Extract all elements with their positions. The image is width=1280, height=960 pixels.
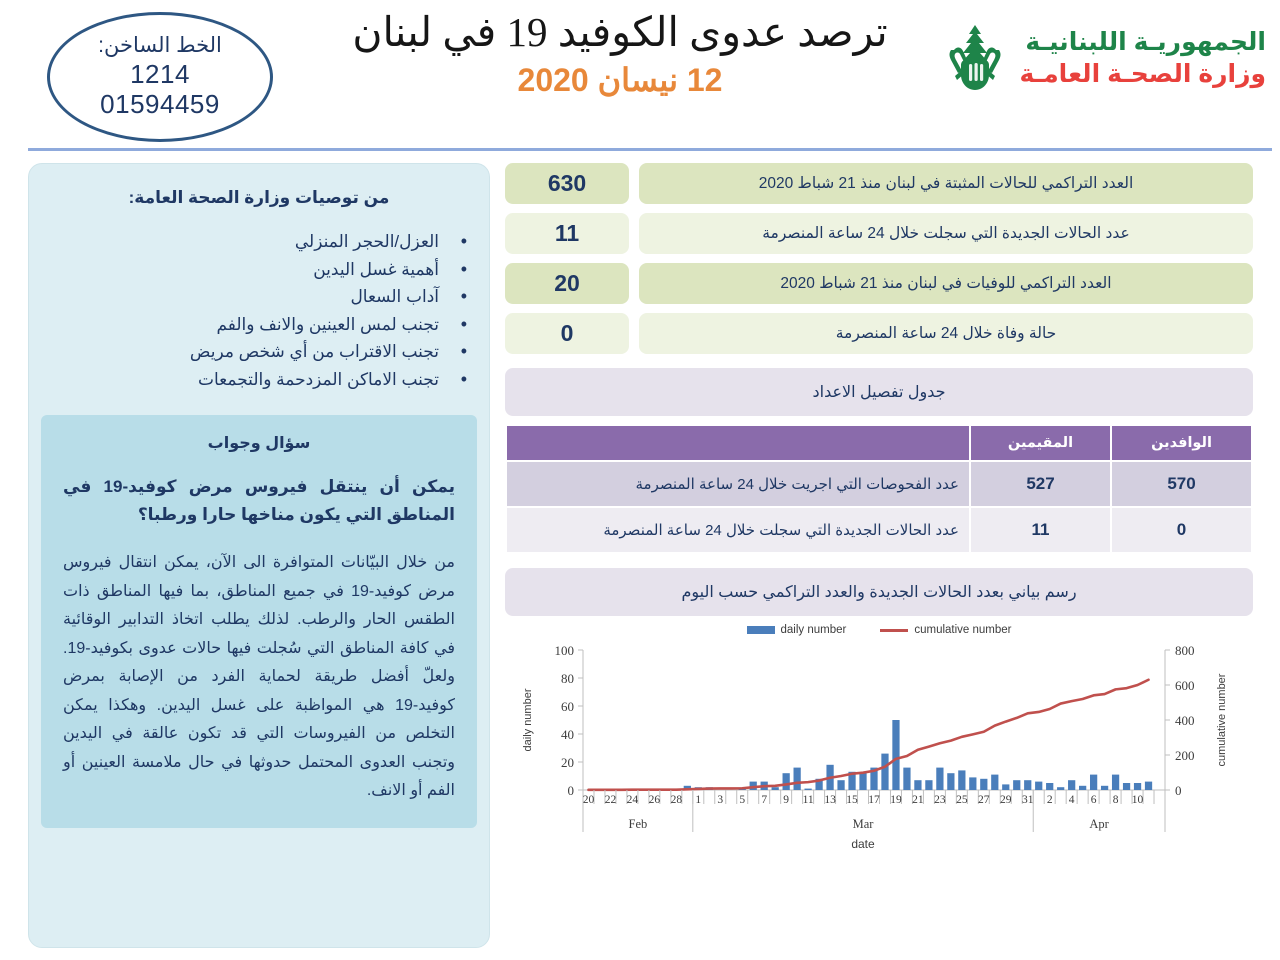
republic-label: الجمهوريـة اللبنانيـة — [1025, 28, 1266, 56]
cell-residents: 527 — [970, 461, 1111, 507]
cell-arrivals: 570 — [1111, 461, 1252, 507]
svg-text:29: 29 — [1000, 794, 1012, 806]
legend-item-daily — [747, 624, 847, 636]
ministry-text — [1020, 26, 1267, 90]
list-item: • تجنب لمس العينين والانف والفم — [41, 311, 443, 339]
hotline-number-primary: 1214 — [130, 58, 190, 89]
svg-text:2: 2 — [1046, 794, 1053, 806]
svg-text:10: 10 — [1131, 794, 1144, 806]
legend-item-cumulative — [880, 624, 1011, 636]
svg-text:9: 9 — [783, 794, 790, 806]
svg-text:25: 25 — [956, 794, 968, 806]
epidemic-curve-chart — [505, 622, 1253, 862]
header-divider — [28, 148, 1272, 151]
svg-text:800: 800 — [1175, 643, 1195, 658]
svg-text:15: 15 — [846, 794, 858, 806]
report-date: 12 نيسان 2020 — [517, 62, 723, 99]
svg-text:20: 20 — [582, 794, 595, 806]
column-header-residents: المقيمين — [970, 425, 1111, 461]
svg-text:100: 100 — [554, 643, 574, 658]
ministry-label: وزارة الصحـة العامـة — [1019, 60, 1266, 88]
page-content — [0, 155, 1280, 960]
svg-text:26: 26 — [648, 794, 661, 806]
stat-value: 11 — [505, 213, 629, 254]
page-header — [0, 0, 1280, 150]
stat-row — [505, 263, 1253, 304]
hotline-label: الخط الساخن: — [98, 33, 222, 57]
svg-text:40: 40 — [561, 727, 574, 742]
svg-text:1: 1 — [695, 794, 702, 806]
column-header-arrivals: الوافدين — [1111, 425, 1252, 461]
svg-text:11: 11 — [802, 794, 814, 806]
stat-row — [505, 163, 1253, 204]
stat-value: 0 — [505, 313, 629, 354]
svg-text:Mar: Mar — [852, 817, 874, 831]
cedar-hand-logo-icon — [940, 22, 1010, 94]
svg-text:27: 27 — [978, 794, 990, 806]
svg-text:400: 400 — [1175, 713, 1195, 728]
svg-text:22: 22 — [604, 794, 617, 806]
svg-text:60: 60 — [561, 699, 574, 714]
svg-text:8: 8 — [1112, 794, 1119, 806]
detail-table — [505, 424, 1253, 554]
recommendations-panel — [28, 163, 490, 948]
legend-label-cumulative: cumulative number — [914, 624, 1012, 636]
list-item: • آداب السعال — [41, 283, 443, 311]
legend-swatch-line-icon — [880, 629, 908, 632]
table-row — [506, 461, 1252, 507]
cell-residents: 11 — [970, 507, 1111, 553]
recommendations-list — [41, 228, 477, 393]
detail-table-title: جدول تفصيل الاعداد — [505, 368, 1253, 416]
stat-label: العدد التراكمي للوفيات في لبنان منذ 21 شباط 2020 — [639, 263, 1253, 304]
stat-value: 630 — [505, 163, 629, 204]
svg-text:21: 21 — [912, 794, 924, 806]
list-item: • تجنب الاقتراب من أي شخص مريض — [41, 338, 443, 366]
svg-text:23: 23 — [934, 794, 946, 806]
svg-text:200: 200 — [1175, 748, 1195, 763]
recommendations-title: من توصيات وزارة الصحة العامة: — [128, 188, 390, 207]
qa-panel — [41, 415, 477, 827]
list-item: • أهمية غسل اليدين — [41, 256, 443, 284]
table-row — [506, 507, 1252, 553]
ministry-branding — [940, 22, 1267, 94]
svg-text:20: 20 — [561, 755, 574, 770]
svg-text:31: 31 — [1021, 794, 1034, 806]
svg-text:cumulative number: cumulative number — [1216, 673, 1228, 767]
stat-value: 20 — [505, 263, 629, 304]
svg-text:80: 80 — [561, 671, 574, 686]
svg-text:date: date — [851, 837, 875, 851]
hotline-number-secondary: 01594459 — [100, 89, 220, 120]
legend-label-daily: daily number — [780, 624, 847, 636]
svg-text:24: 24 — [626, 794, 639, 806]
page-title: ترصد عدوى الكوفيد 19 في لبنان — [352, 9, 888, 55]
chart-panel-title: رسم بياني بعدد الحالات الجديدة والعدد التراكمي حسب اليوم — [505, 568, 1253, 616]
legend-swatch-bar-icon — [747, 626, 775, 634]
table-header-row — [506, 425, 1252, 461]
stat-row — [505, 313, 1253, 354]
svg-text:6: 6 — [1090, 794, 1097, 806]
stat-label: عدد الحالات الجديدة التي سجلت خلال 24 ساعة المنصرمة — [639, 213, 1253, 254]
stat-label: العدد التراكمي للحالات المثبتة في لبنان منذ 21 شباط 2020 — [639, 163, 1253, 204]
cell-arrivals: 0 — [1111, 507, 1252, 553]
svg-text:19: 19 — [890, 794, 902, 806]
svg-text:0: 0 — [1175, 783, 1182, 798]
hotline-badge — [47, 12, 273, 142]
svg-text:Feb: Feb — [628, 817, 648, 831]
svg-text:17: 17 — [868, 794, 880, 806]
chart-legend — [505, 624, 1253, 636]
svg-text:0: 0 — [567, 783, 574, 798]
column-header-description — [506, 425, 970, 461]
stat-label: حالة وفاة خلال 24 ساعة المنصرمة — [639, 313, 1253, 354]
chart-canvas — [505, 622, 1253, 862]
svg-text:daily number: daily number — [522, 688, 534, 752]
statistics-column — [505, 163, 1253, 862]
cell-description: عدد الحالات الجديدة التي سجلت خلال 24 ساعة المنصرمة — [506, 507, 970, 553]
svg-text:Apr: Apr — [1089, 817, 1109, 831]
svg-text:5: 5 — [739, 794, 746, 806]
svg-text:7: 7 — [761, 794, 768, 806]
svg-text:13: 13 — [824, 794, 836, 806]
cell-description: عدد الفحوصات التي اجريت خلال 24 ساعة المنصرمة — [506, 461, 970, 507]
svg-text:4: 4 — [1068, 794, 1075, 806]
qa-answer: من خلال البيّانات المتوافرة الى الآن، يمكن انتقال فيروس مرض كوفيد-19 في جميع المناطق، بما فيها المناطق ذات الطقس الحار والرطب. لذلك يطلب اتخاذ التدابير الوقائية في كافة المناطق التي سُجلت فيها حالات عدوى بكوفيد-19. ولعلّ أفضل طريقة لحماية الفرد من الإصابة بمرض كوفيد-19 هي المواظبة على غسل اليدين. وهكذا يمكن التخلص من الفيروسات التي قد تكون عالقة في اليدين وتجنب العدوى المحتمل حدوثها في حال ملامسة العينين أو الفم أو الانف. — [63, 554, 455, 800]
svg-text:3: 3 — [717, 794, 724, 806]
qa-question: يمكن أن ينتقل فيروس مرض كوفيد-19 في المناطق التي يكون مناخها حارا ورطبا؟ — [63, 477, 456, 525]
svg-text:600: 600 — [1175, 678, 1195, 693]
list-item: • تجنب الاماكن المزدحمة والتجمعات — [41, 366, 443, 394]
svg-text:28: 28 — [670, 794, 683, 806]
stat-row — [505, 213, 1253, 254]
title-block — [300, 8, 940, 99]
list-item: • العزل/الحجر المنزلي — [41, 228, 443, 256]
qa-title: سؤال وجواب — [207, 435, 311, 453]
